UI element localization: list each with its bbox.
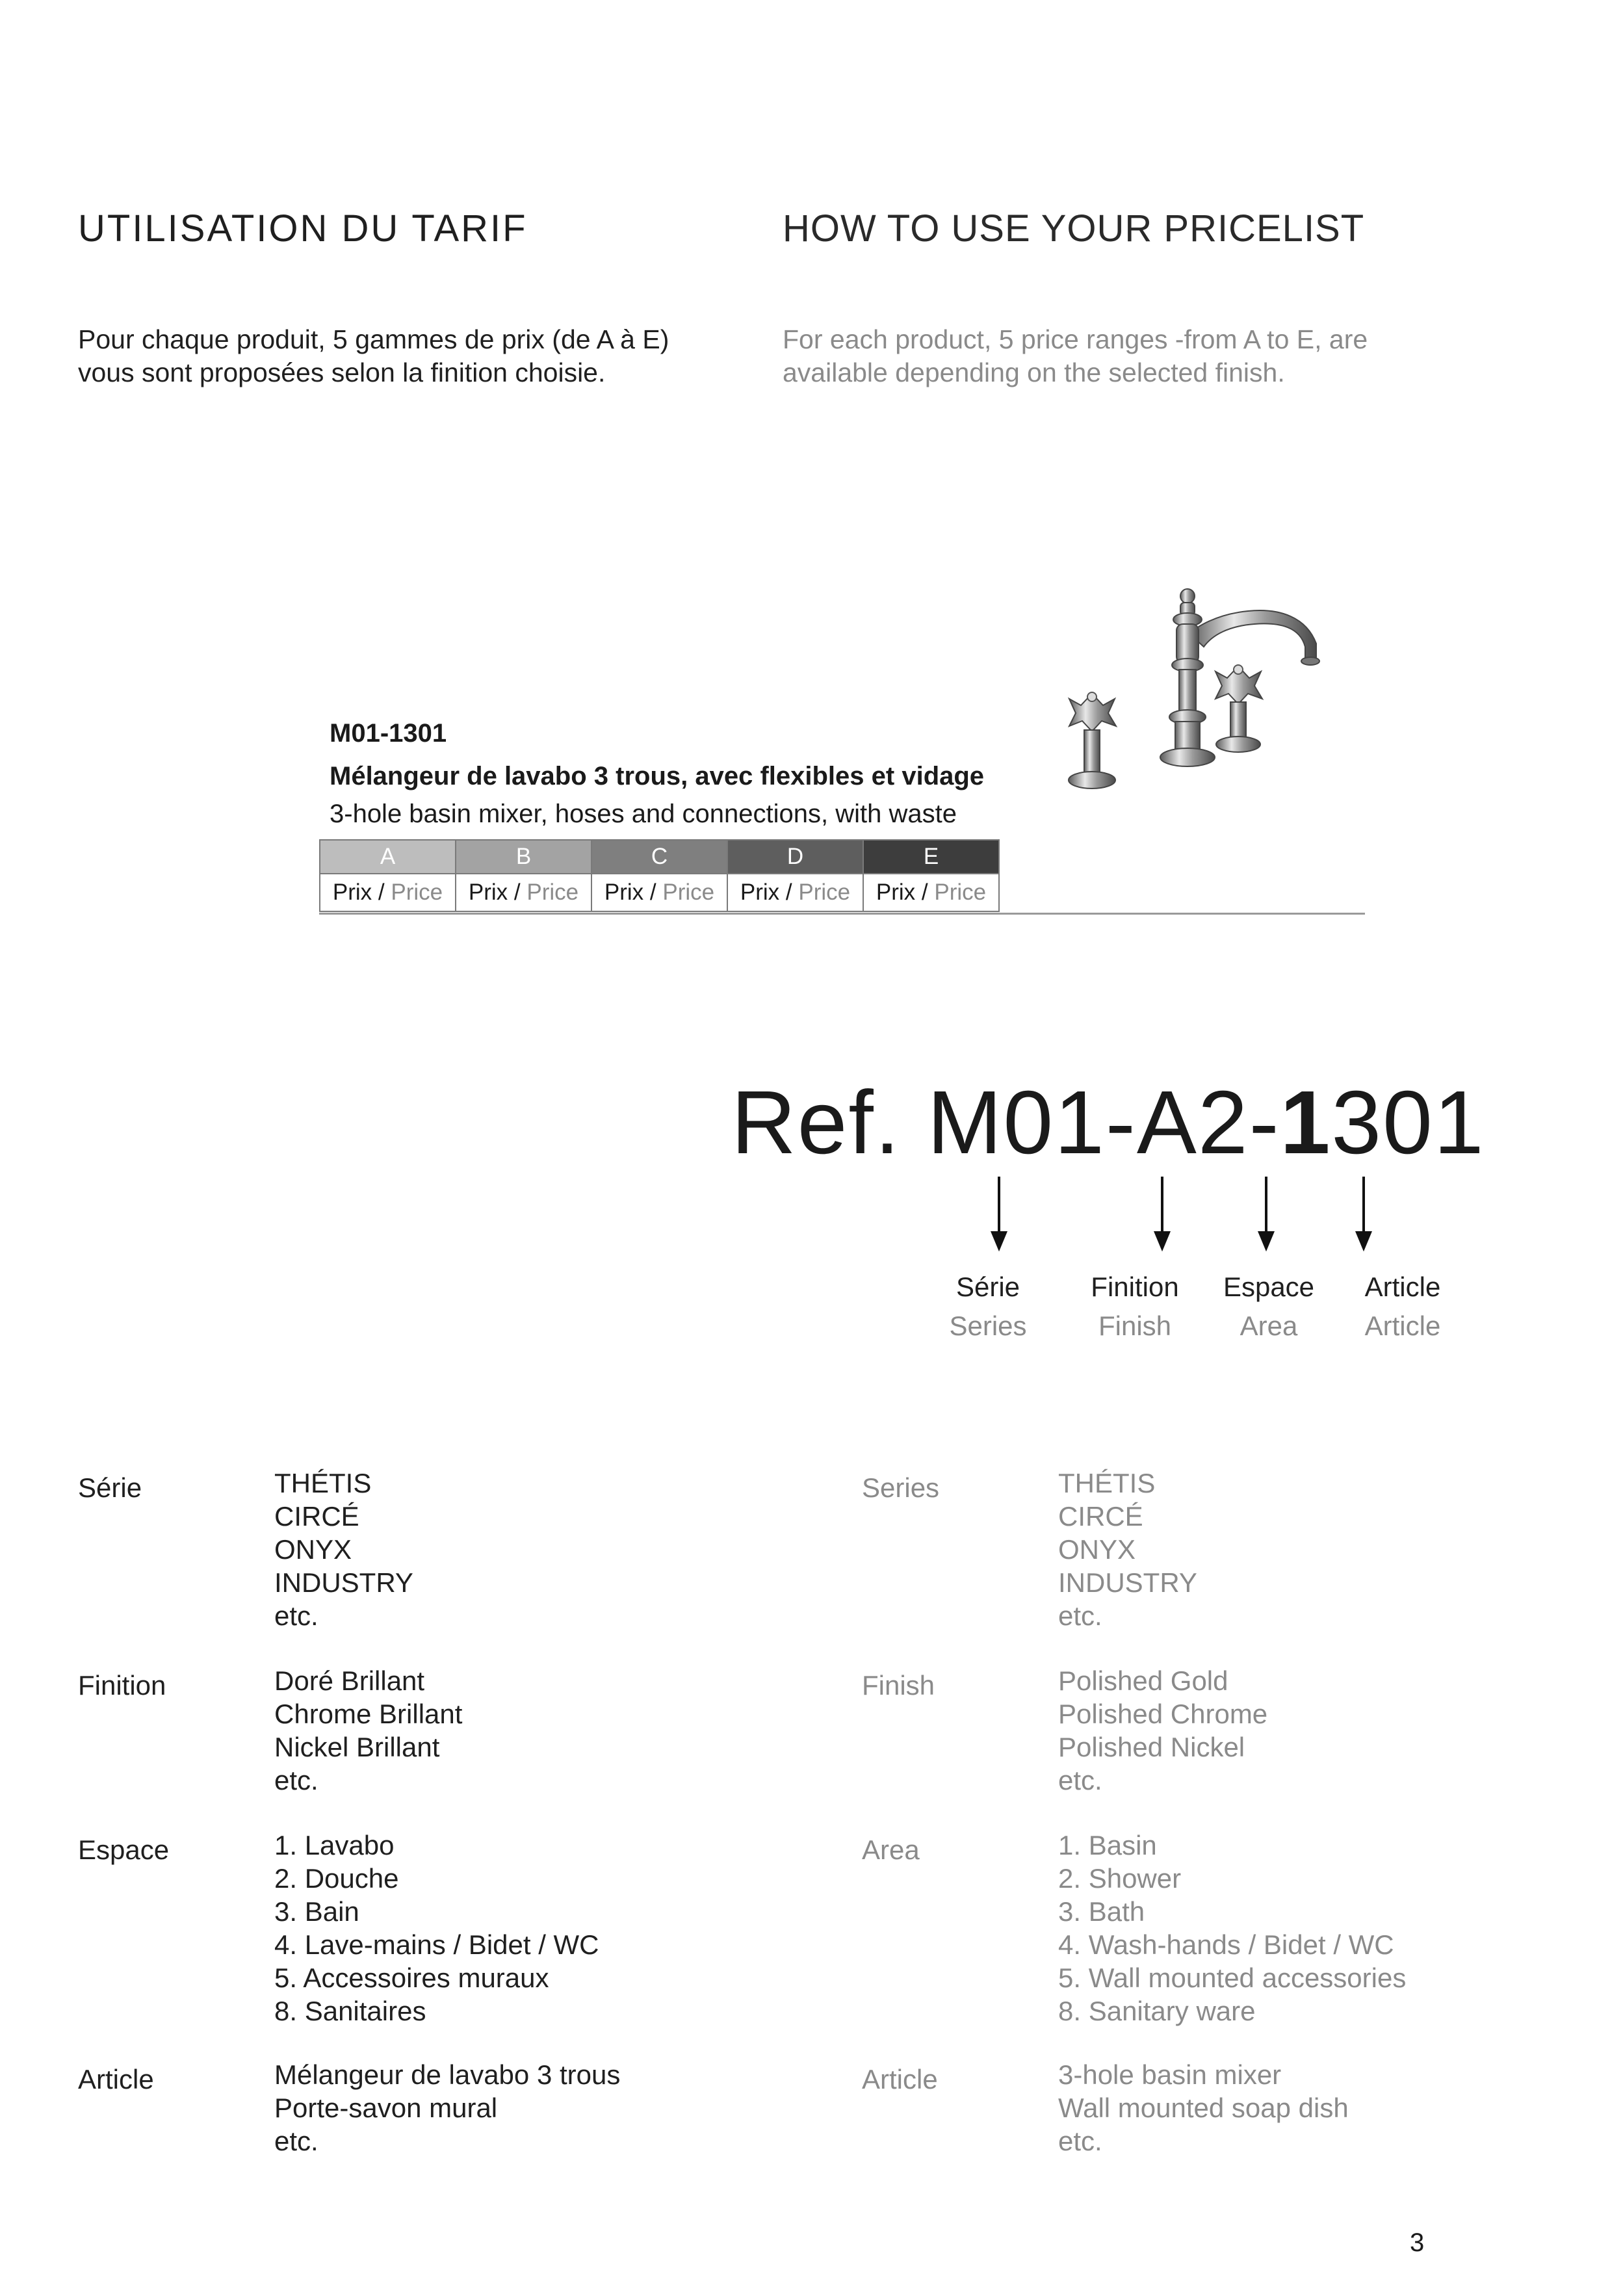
legend-label-en: Area bbox=[862, 1834, 920, 1865]
reference-code bbox=[731, 1073, 1485, 1173]
divider bbox=[319, 913, 1365, 915]
price-letter-d: D bbox=[727, 840, 863, 874]
segment-label-fr: Finition bbox=[1091, 1272, 1179, 1302]
legend-label-fr: Série bbox=[78, 1472, 142, 1503]
segment-series bbox=[923, 1268, 1053, 1346]
list-item: 3-hole basin mixer bbox=[1058, 2059, 1282, 2090]
heading-fr: UTILISATION DU TARIF bbox=[78, 207, 528, 250]
list-item: 8. Sanitary ware bbox=[1058, 1996, 1256, 2026]
arrow-down-icon bbox=[1260, 1233, 1273, 1248]
list-item: Wall mounted soap dish bbox=[1058, 2093, 1349, 2123]
price-label-a bbox=[320, 874, 456, 911]
list-item: Porte-savon mural bbox=[274, 2093, 498, 2123]
list-item: INDUSTRY bbox=[274, 1567, 413, 1598]
list-item: ONYX bbox=[1058, 1534, 1136, 1565]
segment-label-fr: Espace bbox=[1223, 1272, 1315, 1302]
legend-label-en: Series bbox=[862, 1472, 940, 1503]
price-label-en: Price bbox=[526, 880, 579, 905]
segment-article bbox=[1338, 1268, 1468, 1346]
legend-label-fr: Espace bbox=[78, 1834, 170, 1865]
price-label-sep: / bbox=[643, 880, 663, 905]
segment-finish bbox=[1070, 1268, 1200, 1346]
price-label-c bbox=[591, 874, 727, 911]
list-item: Polished Nickel bbox=[1058, 1732, 1245, 1762]
list-item: Polished Gold bbox=[1058, 1665, 1228, 1696]
arrow-down-icon bbox=[1156, 1233, 1169, 1248]
list-item: etc. bbox=[274, 2126, 318, 2156]
segment-label-en: Area bbox=[1240, 1311, 1298, 1341]
legend-list-en bbox=[1058, 1829, 1406, 2028]
segment-label-en: Finish bbox=[1098, 1311, 1172, 1341]
list-item: etc. bbox=[274, 1765, 318, 1795]
list-item: 1. Lavabo bbox=[274, 1830, 395, 1860]
segment-label-fr: Série bbox=[955, 1272, 1020, 1302]
price-labels-row bbox=[320, 874, 999, 911]
price-label-en: Price bbox=[662, 880, 715, 905]
reference-arrows bbox=[975, 1177, 1397, 1255]
price-letter-c: C bbox=[591, 840, 727, 874]
list-item: ONYX bbox=[274, 1534, 352, 1565]
price-letters-row bbox=[320, 840, 999, 874]
price-letter-b: B bbox=[456, 840, 591, 874]
legend-list-fr bbox=[274, 1829, 599, 2028]
legend-list-fr bbox=[274, 1467, 413, 1632]
legend-list-en bbox=[1058, 1664, 1267, 1797]
intro-en-line: available depending on the selected finish. bbox=[783, 358, 1285, 387]
list-item: etc. bbox=[1058, 2126, 1102, 2156]
arrow-down-icon bbox=[993, 1233, 1006, 1248]
price-label-d bbox=[727, 874, 863, 911]
list-item: Nickel Brillant bbox=[274, 1732, 440, 1762]
list-item: 4. Wash-hands / Bidet / WC bbox=[1058, 1929, 1394, 1960]
list-item: etc. bbox=[1058, 1600, 1102, 1631]
list-item: 3. Bath bbox=[1058, 1896, 1145, 1927]
page-number: 3 bbox=[1410, 2228, 1425, 2257]
list-item: THÉTIS bbox=[1058, 1468, 1156, 1498]
price-letter-a: A bbox=[320, 840, 456, 874]
price-label-en: Price bbox=[934, 880, 987, 905]
intro-fr bbox=[78, 323, 669, 389]
legend-label-en: Article bbox=[862, 2064, 938, 2094]
reference-prefix: Ref. M01-A2- bbox=[731, 1073, 1280, 1173]
price-label-sep: / bbox=[915, 880, 935, 905]
list-item: 8. Sanitaires bbox=[274, 1996, 426, 2026]
price-label-en: Price bbox=[798, 880, 851, 905]
list-item: etc. bbox=[1058, 1765, 1102, 1795]
price-label-b bbox=[456, 874, 591, 911]
legend-list-en bbox=[1058, 1467, 1197, 1632]
list-item: Chrome Brillant bbox=[274, 1699, 463, 1729]
reference-suffix: 301 bbox=[1331, 1073, 1485, 1173]
list-item: 2. Douche bbox=[274, 1863, 399, 1894]
reference-bold-digit: 1 bbox=[1280, 1073, 1332, 1173]
price-label-sep: / bbox=[779, 880, 799, 905]
list-item: Doré Brillant bbox=[274, 1665, 425, 1696]
intro-en-line: For each product, 5 price ranges -from A to E, are bbox=[783, 324, 1368, 354]
list-item: CIRCÉ bbox=[1058, 1501, 1143, 1532]
legend-label-fr: Finition bbox=[78, 1670, 166, 1701]
segment-area bbox=[1204, 1268, 1334, 1346]
price-table bbox=[319, 839, 1000, 912]
price-label-sep: / bbox=[372, 880, 391, 905]
price-label-fr: Prix bbox=[332, 880, 372, 905]
list-item: etc. bbox=[274, 1600, 318, 1631]
list-item: 3. Bain bbox=[274, 1896, 359, 1927]
segment-label-en: Series bbox=[949, 1311, 1027, 1341]
price-label-fr: Prix bbox=[876, 880, 916, 905]
legend-label-en: Finish bbox=[862, 1670, 935, 1701]
list-item: 2. Shower bbox=[1058, 1863, 1182, 1894]
list-item: 5. Accessoires muraux bbox=[274, 1963, 549, 1993]
arrow-down-icon bbox=[1357, 1233, 1370, 1248]
list-item: Polished Chrome bbox=[1058, 1699, 1268, 1729]
heading-en: HOW TO USE YOUR PRICELIST bbox=[783, 207, 1365, 250]
product-name-en: 3-hole basin mixer, hoses and connections, with waste bbox=[330, 800, 957, 828]
price-label-sep: / bbox=[508, 880, 527, 905]
list-item: 5. Wall mounted accessories bbox=[1058, 1963, 1407, 1993]
price-label-fr: Prix bbox=[604, 880, 644, 905]
segment-label-en: Article bbox=[1364, 1311, 1441, 1341]
intro-fr-line: vous sont proposées selon la finition choisie. bbox=[78, 358, 606, 387]
legend-list-fr bbox=[274, 2058, 620, 2158]
price-label-fr: Prix bbox=[468, 880, 508, 905]
product-name-fr: Mélangeur de lavabo 3 trous, avec flexibles et vidage bbox=[330, 762, 985, 790]
intro-fr-line: Pour chaque produit, 5 gammes de prix (de A à E) bbox=[78, 324, 669, 354]
price-label-e bbox=[863, 874, 999, 911]
list-item: Mélangeur de lavabo 3 trous bbox=[274, 2059, 621, 2090]
basin-mixer-illustration-icon bbox=[1059, 588, 1358, 822]
list-item: 4. Lave-mains / Bidet / WC bbox=[274, 1929, 599, 1960]
price-letter-e: E bbox=[863, 840, 999, 874]
list-item: THÉTIS bbox=[274, 1468, 372, 1498]
segment-label-fr: Article bbox=[1364, 1272, 1441, 1302]
list-item: INDUSTRY bbox=[1058, 1567, 1197, 1598]
product-code: M01-1301 bbox=[330, 719, 447, 748]
legend-label-fr: Article bbox=[78, 2064, 154, 2094]
price-label-fr: Prix bbox=[740, 880, 780, 905]
legend-list-fr bbox=[274, 1664, 462, 1797]
intro-en bbox=[783, 323, 1368, 389]
price-label-en: Price bbox=[391, 880, 443, 905]
list-item: CIRCÉ bbox=[274, 1501, 359, 1532]
list-item: 1. Basin bbox=[1058, 1830, 1157, 1860]
legend-list-en bbox=[1058, 2058, 1349, 2158]
